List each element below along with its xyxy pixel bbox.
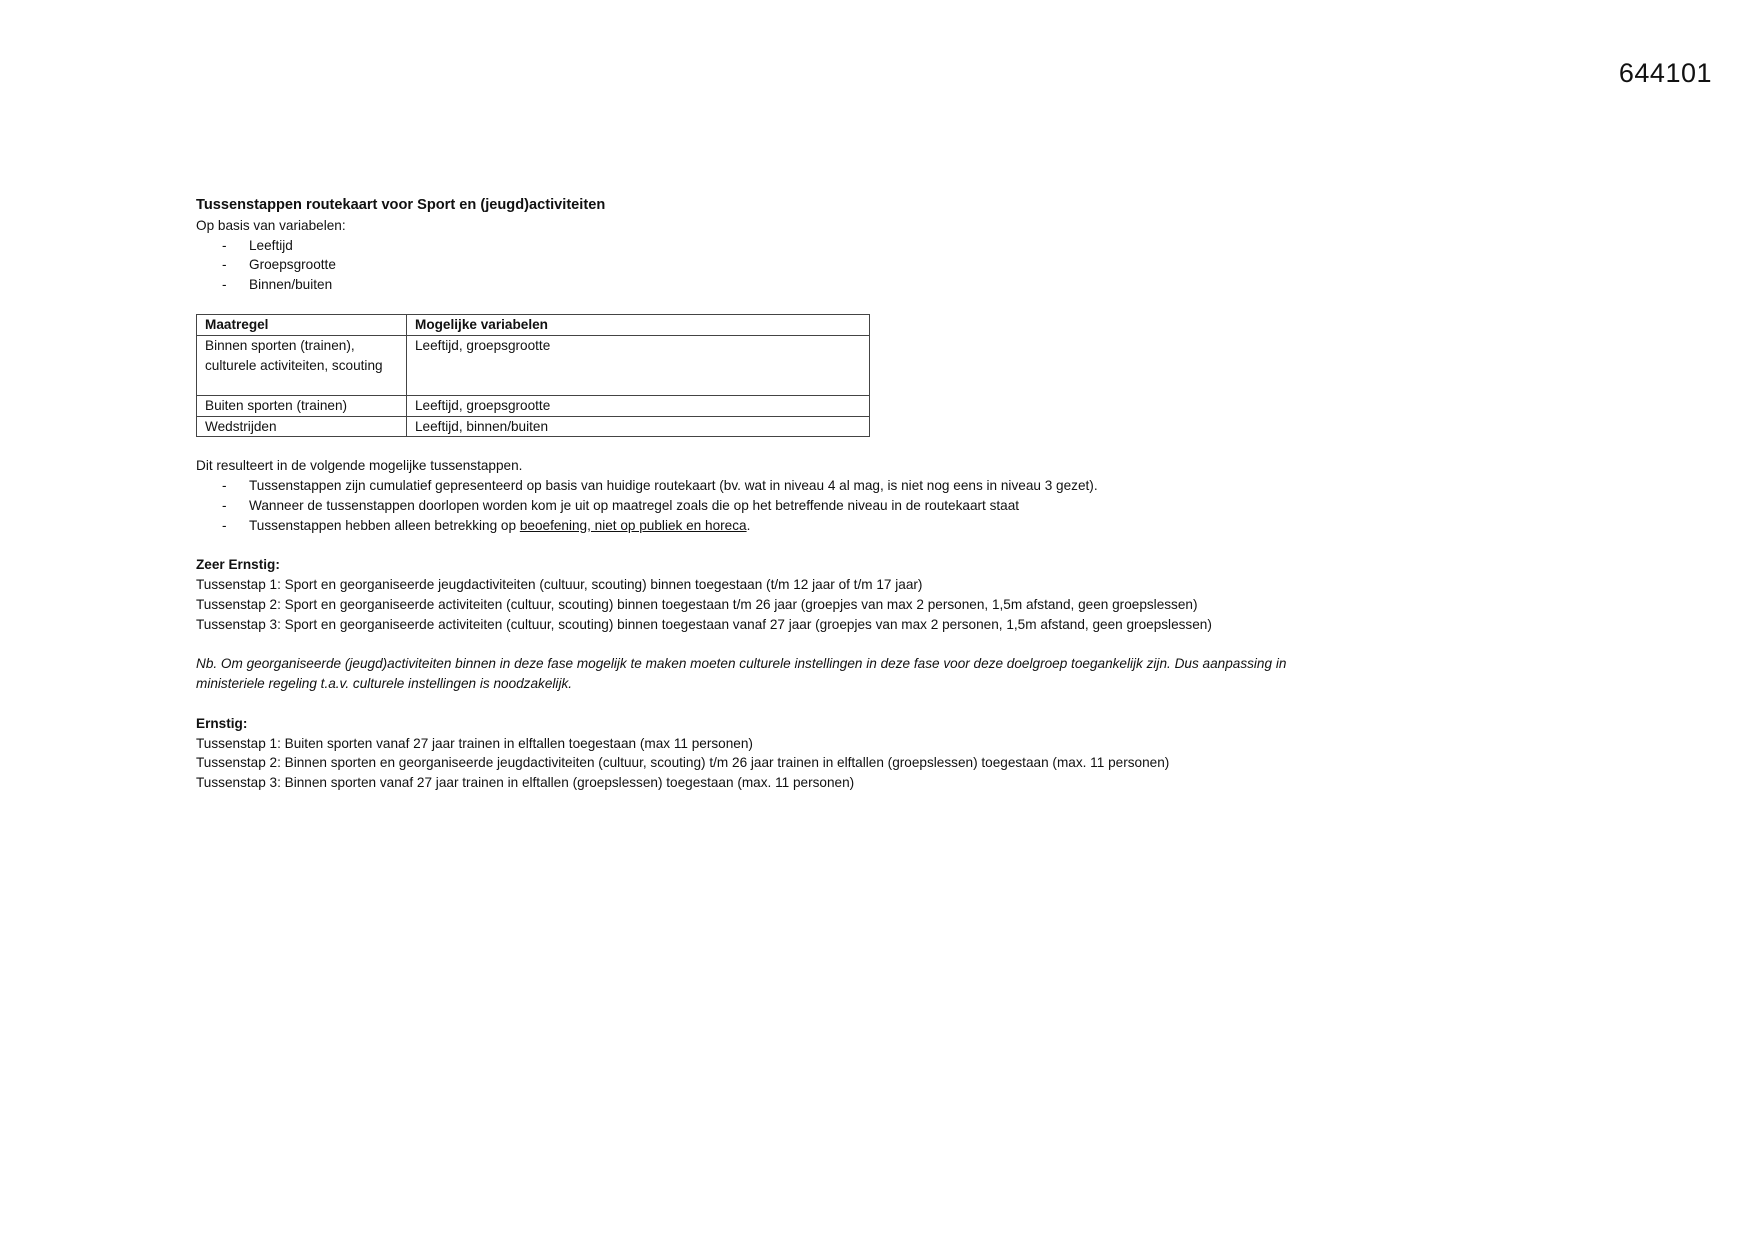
step-item: Tussenstap 1: Sport en georganiseerde jeugdactiviteiten (cultuur, scouting) binnen toegestaan (t/m 12 jaar of t/m 17 jaar) — [196, 577, 923, 593]
document-number: 644101 — [1618, 58, 1712, 88]
variables-intro: Op basis van variabelen: — [196, 217, 346, 233]
table-cell-maatregel: Buiten sporten (trainen) — [197, 395, 407, 416]
table-cell-maatregel: Wedstrijden — [197, 416, 407, 437]
list-item: - Tussenstappen zijn cumulatief gepresenteerd op basis van huidige routekaart (bv. wat in niveau 4 al mag, is niet nog eens in niveau 3 gezet). — [196, 476, 1316, 496]
step-item: Tussenstap 2: Sport en georganiseerde activiteiten (cultuur, scouting) binnen toegestaan t/m 26 jaar (groepjes van max 2 personen, 1,5m afstand, geen groepslessen) — [196, 596, 1198, 612]
table-header-row — [197, 314, 870, 335]
column-header-maatregel: Maatregel — [197, 314, 407, 335]
table-row — [197, 416, 870, 437]
step-item: Tussenstap 2: Binnen sporten en georganiseerde jeugdactiviteiten (cultuur, scouting) t/m 26 jaar trainen in elftallen (groepslessen) toegestaan (max. 11 personen) — [196, 755, 1170, 771]
step-item: Tussenstap 3: Sport en georganiseerde activiteiten (cultuur, scouting) binnen toegestaan vanaf 27 jaar (groepjes van max 2 personen, 1,5m afstand, geen groepslessen) — [196, 616, 1212, 632]
document-title: Tussenstappen routekaart voor Sport en (jeugd)activiteiten — [196, 197, 606, 213]
list-item: - Wanneer de tussenstappen doorlopen worden kom je uit op maatregel zoals die op het betreffende niveau in de routekaart staat — [196, 496, 1316, 516]
result-bullets — [196, 476, 1316, 535]
table-cell-maatregel: Binnen sporten (trainen), culturele activiteiten, scouting — [197, 335, 407, 395]
table-cell-variabelen: Leeftijd, groepsgrootte — [407, 335, 870, 395]
note-text: Nb. Om georganiseerde (jeugd)activiteiten binnen in deze fase mogelijk te maken moeten culturele instellingen in deze fase voor deze doelgroep toegankelijk zijn. Dus aanpassing in ministeriele regeling t.a.v. culturele instellingen is noodzakelijk. — [196, 656, 1287, 692]
step-item: Tussenstap 1: Buiten sporten vanaf 27 jaar trainen in elftallen toegestaan (max 11 personen) — [196, 735, 753, 751]
table-row — [197, 395, 870, 416]
document-body — [196, 196, 1316, 793]
table-cell-variabelen: Leeftijd, groepsgrootte — [407, 395, 870, 416]
list-item: - Binnen/buiten — [196, 275, 1316, 295]
bullet-text: . — [746, 517, 751, 533]
table-cell-variabelen: Leeftijd, binnen/buiten — [407, 416, 870, 437]
variables-list — [196, 236, 1316, 295]
table-row — [197, 335, 870, 395]
measures-table — [196, 314, 870, 437]
result-intro: Dit resulteert in de volgende mogelijke tussenstappen. — [196, 458, 523, 474]
step-item: Tussenstap 3: Binnen sporten vanaf 27 jaar trainen in elftallen (groepslessen) toegestaan (max. 11 personen) — [196, 775, 855, 791]
column-header-variabelen: Mogelijke variabelen — [407, 314, 870, 335]
list-item: - Leeftijd — [196, 236, 1316, 256]
bullet-text: Tussenstappen hebben alleen betrekking op — [249, 517, 520, 533]
underlined-text: beoefening, niet op publiek en horeca — [519, 517, 747, 533]
list-item — [196, 516, 1316, 536]
section-heading-zeer-ernstig: Zeer Ernstig: — [196, 557, 280, 573]
list-item: - Groepsgrootte — [196, 255, 1316, 275]
section-heading-ernstig: Ernstig: — [196, 715, 248, 731]
